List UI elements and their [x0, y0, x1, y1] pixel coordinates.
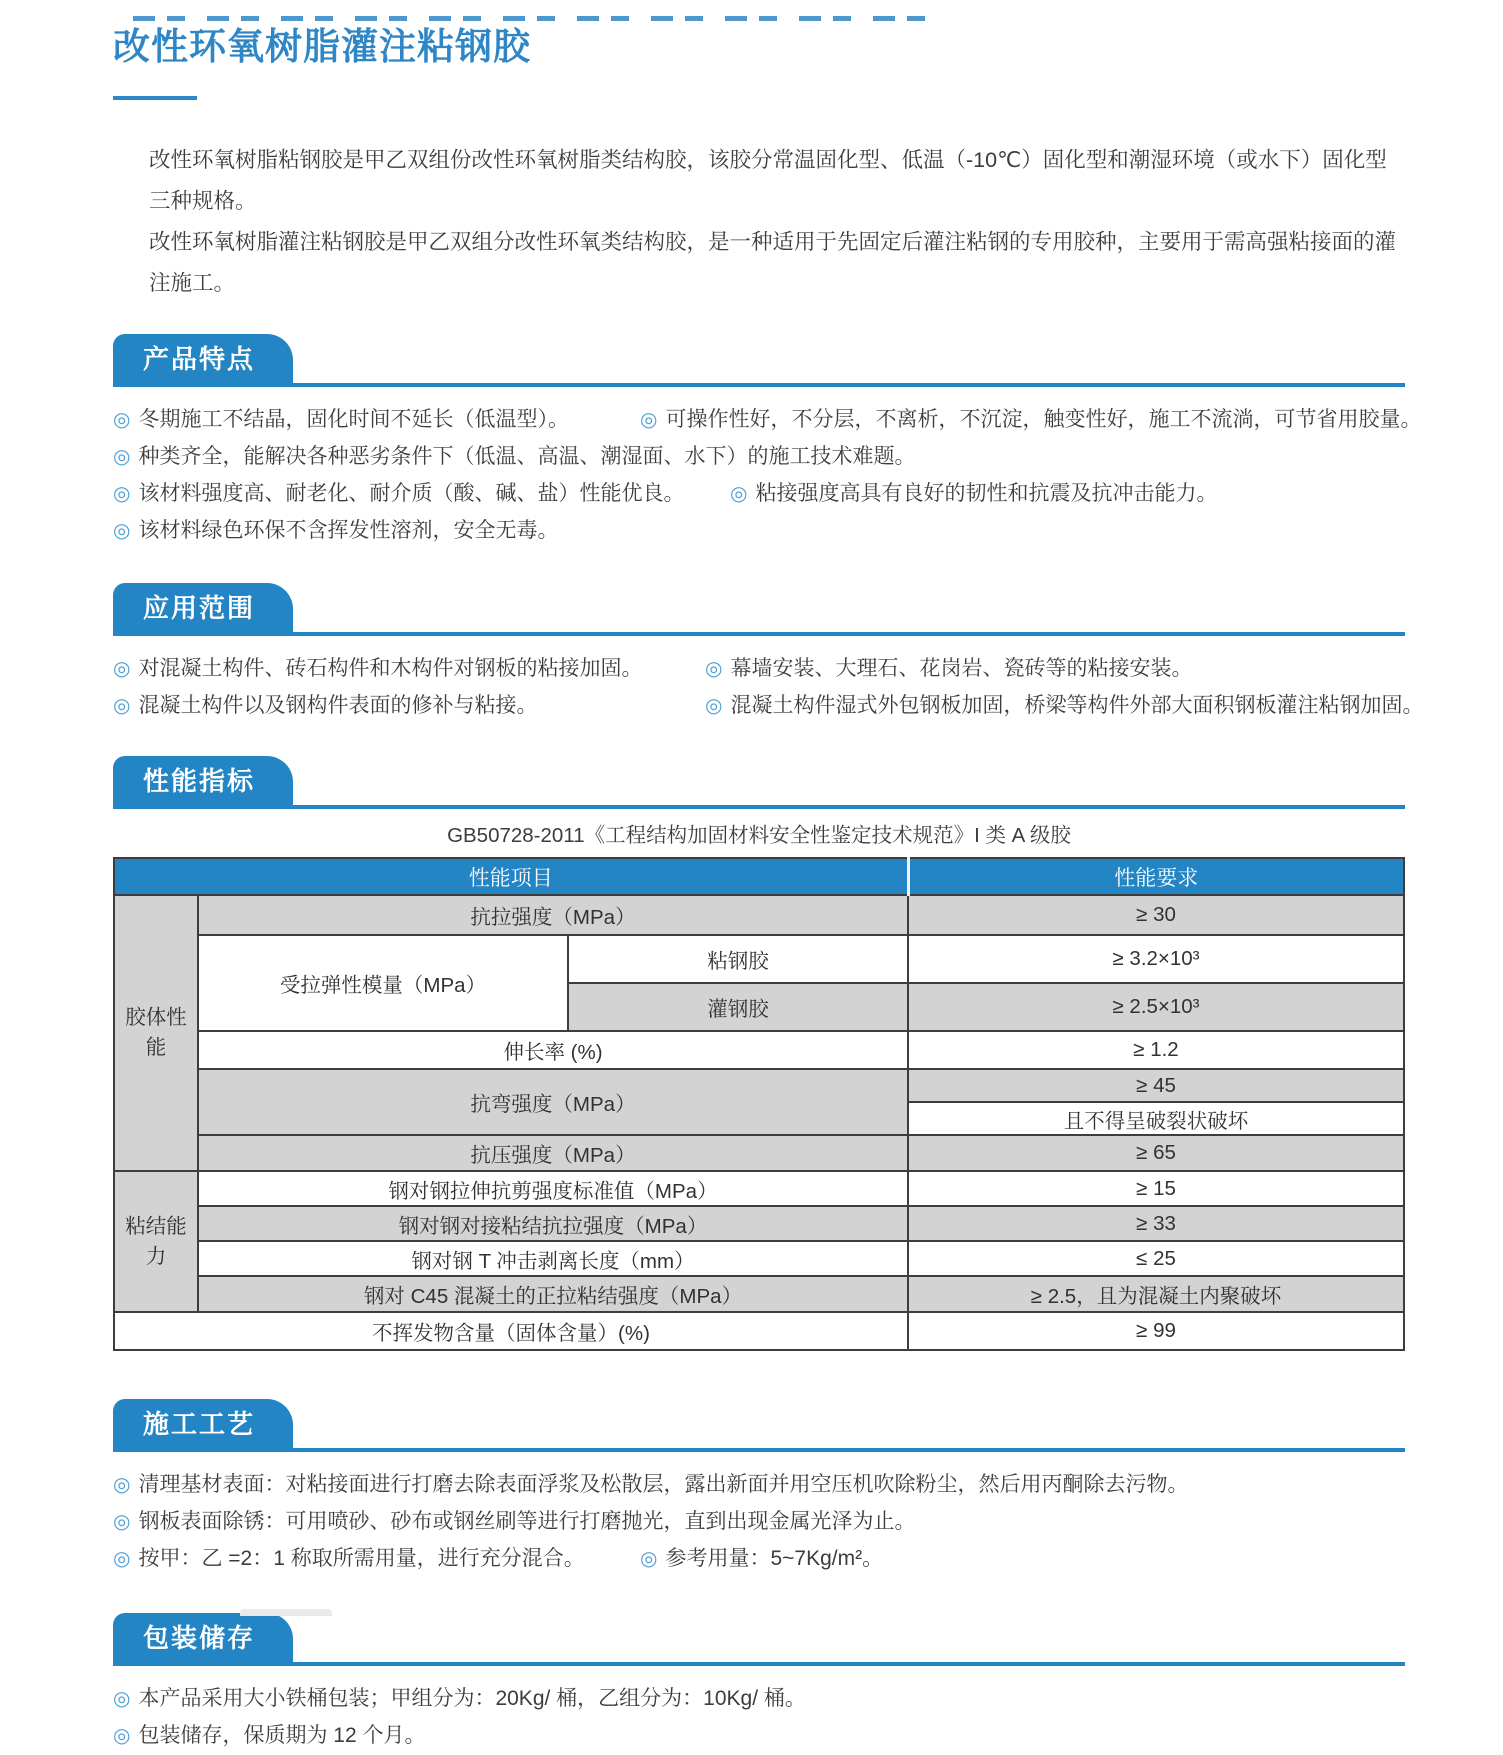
- feature-text: 粘接强度高具有良好的韧性和抗震及抗冲击能力。: [755, 482, 1218, 505]
- feature-text: 冬期施工不结晶，固化时间不延长（低温型）。: [138, 408, 569, 431]
- storage-list: [113, 1680, 1405, 1754]
- ring-bullet-icon: ◎: [705, 658, 723, 680]
- section-badge-features: 产品特点: [113, 334, 293, 383]
- performance-table: [113, 857, 1405, 1351]
- cell-tensile-strength-value: ≥ 30: [908, 895, 1404, 935]
- cell-elongation-label: 伸长率 (%): [198, 1031, 908, 1069]
- list-item: [113, 1503, 1405, 1540]
- section-header-applications: [113, 583, 1405, 636]
- list-item: [113, 1717, 1405, 1754]
- ring-bullet-icon: ◎: [113, 658, 131, 680]
- cell-perfusion-adhesive-value: ≥ 2.5×10³: [908, 983, 1404, 1031]
- ring-bullet-icon: ◎: [113, 409, 131, 431]
- applications-list: [113, 650, 1424, 724]
- table-row: [114, 1241, 1404, 1276]
- ring-bullet-icon: ◎: [113, 695, 131, 717]
- cell-elastic-modulus-label: 受拉弹性模量（MPa）: [198, 935, 568, 1031]
- cell-butt-tensile-strength-label: 钢对钢对接粘结抗拉强度（MPa）: [198, 1206, 908, 1241]
- table-row: [114, 1206, 1404, 1241]
- cell-flexural-failure-note: 且不得呈破裂状破坏: [908, 1102, 1404, 1135]
- ring-bullet-icon: ◎: [113, 446, 131, 468]
- cell-shear-strength-value: ≥ 15: [908, 1171, 1404, 1206]
- page-title: 改性环氧树脂灌注粘钢胶: [113, 26, 531, 67]
- cell-flexural-strength-value: ≥ 45: [908, 1069, 1404, 1102]
- table-row: [114, 1312, 1404, 1350]
- process-text: 参考用量：5~7Kg/m²。: [665, 1547, 884, 1570]
- cell-c45-bond-strength-label: 钢对 C45 混凝土的正拉粘结强度（MPa）: [198, 1276, 908, 1312]
- section-header-features: [113, 334, 1405, 387]
- ring-bullet-icon: ◎: [113, 1511, 131, 1533]
- list-item: [113, 475, 1405, 512]
- cropped-header-fragment: [133, 16, 933, 21]
- table-row: [114, 935, 1404, 983]
- features-list: [113, 401, 1422, 549]
- title-underline-dash: [113, 96, 197, 100]
- cell-flexural-strength-label: 抗弯强度（MPa）: [198, 1069, 908, 1135]
- storage-text: 包装储存，保质期为 12 个月。: [138, 1724, 426, 1747]
- table-row: [114, 895, 1404, 935]
- cell-compressive-strength-value: ≥ 65: [908, 1135, 1404, 1171]
- ring-bullet-icon: ◎: [705, 695, 723, 717]
- table-row: [114, 1031, 1404, 1069]
- list-item: [113, 1466, 1405, 1503]
- feature-text: 种类齐全，能解决各种恶劣条件下（低温、高温、潮湿面、水下）的施工技术难题。: [138, 445, 916, 468]
- table-row: [114, 1276, 1404, 1312]
- cell-steel-bonding-adhesive-label: 粘钢胶: [568, 935, 908, 983]
- list-item: [113, 1540, 1405, 1577]
- ring-bullet-icon: ◎: [113, 1725, 131, 1747]
- ring-bullet-icon: ◎: [113, 483, 131, 505]
- section-header-storage: [113, 1613, 1405, 1666]
- list-item: [113, 650, 1405, 687]
- cell-perfusion-adhesive-label: 灌钢胶: [568, 983, 908, 1031]
- intro-paragraphs: [113, 140, 1405, 304]
- cropped-footer-fragment: [240, 1609, 332, 1616]
- section-badge-performance: 性能指标: [113, 756, 293, 805]
- cell-elongation-value: ≥ 1.2: [908, 1031, 1404, 1069]
- ring-bullet-icon: ◎: [730, 483, 748, 505]
- table-row: [114, 1069, 1404, 1102]
- list-item: [113, 1680, 1405, 1717]
- column-header-item: 性能项目: [114, 858, 908, 895]
- process-text: 清理基材表面：对粘接面进行打磨去除表面浮浆及松散层，露出新面并用空压机吹除粉尘，然后用丙酮除去污物。: [138, 1473, 1189, 1496]
- cell-nonvolatile-content-value: ≥ 99: [908, 1312, 1404, 1350]
- category-cell-bonding-capability: 粘结能力: [114, 1171, 198, 1312]
- ring-bullet-icon: ◎: [640, 1548, 658, 1570]
- ring-bullet-icon: ◎: [113, 520, 131, 542]
- cell-compressive-strength-label: 抗压强度（MPa）: [198, 1135, 908, 1171]
- feature-text: 可操作性好，不分层，不离析，不沉淀，触变性好，施工不流淌，可节省用胶量。: [665, 408, 1422, 431]
- table-caption: GB50728-2011《工程结构加固材料安全性鉴定技术规范》I 类 A 级胶: [447, 824, 1071, 847]
- list-item: [113, 401, 1422, 438]
- cell-shear-strength-label: 钢对钢拉伸抗剪强度标准值（MPa）: [198, 1171, 908, 1206]
- ring-bullet-icon: ◎: [113, 1474, 131, 1496]
- application-text: 幕墙安装、大理石、花岗岩、瓷砖等的粘接安装。: [730, 657, 1193, 680]
- cell-t-impact-peel-label: 钢对钢 T 冲击剥离长度（mm）: [198, 1241, 908, 1276]
- section-badge-storage: 包装储存: [113, 1613, 293, 1662]
- cell-butt-tensile-strength-value: ≥ 33: [908, 1206, 1404, 1241]
- ring-bullet-icon: ◎: [640, 409, 658, 431]
- cell-nonvolatile-content-label: 不挥发物含量（固体含量）(%): [114, 1312, 908, 1350]
- process-text: 按甲：乙 =2：1 称取所需用量，进行充分混合。: [138, 1547, 585, 1570]
- table-header-row: [114, 858, 1404, 895]
- list-item: [113, 687, 1424, 724]
- application-text: 混凝土构件以及钢构件表面的修补与粘接。: [138, 694, 538, 717]
- cell-t-impact-peel-value: ≤ 25: [908, 1241, 1404, 1276]
- section-header-performance: [113, 756, 1405, 809]
- list-item: [113, 438, 1405, 475]
- process-list: [113, 1466, 1405, 1577]
- table-row: [114, 1135, 1404, 1171]
- datasheet-page: [0, 16, 1503, 1747]
- storage-text: 本产品采用大小铁桶包装；甲组分为：20Kg/ 桶，乙组分为：10Kg/ 桶。: [138, 1687, 806, 1710]
- cell-c45-bond-strength-value: ≥ 2.5，且为混凝土内聚破坏: [908, 1276, 1404, 1312]
- intro-line: 改性环氧树脂粘钢胶是甲乙双组份改性环氧树脂类结构胶，该胶分常温固化型、低温（-10℃）固化型和潮湿环境（或水下）固化型三种规格。: [149, 148, 1387, 213]
- category-cell-glue-performance: 胶体性能: [114, 895, 198, 1171]
- section-badge-applications: 应用范围: [113, 583, 293, 632]
- process-text: 钢板表面除锈：可用喷砂、砂布或钢丝刷等进行打磨抛光，直到出现金属光泽为止。: [138, 1510, 916, 1533]
- feature-text: 该材料绿色环保不含挥发性溶剂，安全无毒。: [138, 519, 559, 542]
- ring-bullet-icon: ◎: [113, 1548, 131, 1570]
- application-text: 混凝土构件湿式外包钢板加固，桥梁等构件外部大面积钢板灌注粘钢加固。: [730, 694, 1424, 717]
- application-text: 对混凝土构件、砖石构件和木构件对钢板的粘接加固。: [138, 657, 643, 680]
- column-header-requirement: 性能要求: [908, 858, 1404, 895]
- intro-line: 改性环氧树脂灌注粘钢胶是甲乙双组分改性环氧类结构胶，是一种适用于先固定后灌注粘钢的专用胶种，主要用于需高强粘接面的灌注施工。: [149, 230, 1397, 295]
- cell-tensile-strength-label: 抗拉强度（MPa）: [198, 895, 908, 935]
- list-item: [113, 512, 1405, 549]
- section-header-process: [113, 1399, 1405, 1452]
- table-row: [114, 1171, 1404, 1206]
- feature-text: 该材料强度高、耐老化、耐介质（酸、碱、盐）性能优良。: [138, 482, 685, 505]
- ring-bullet-icon: ◎: [113, 1688, 131, 1710]
- cell-steel-bonding-adhesive-value: ≥ 3.2×10³: [908, 935, 1404, 983]
- section-badge-process: 施工工艺: [113, 1399, 293, 1448]
